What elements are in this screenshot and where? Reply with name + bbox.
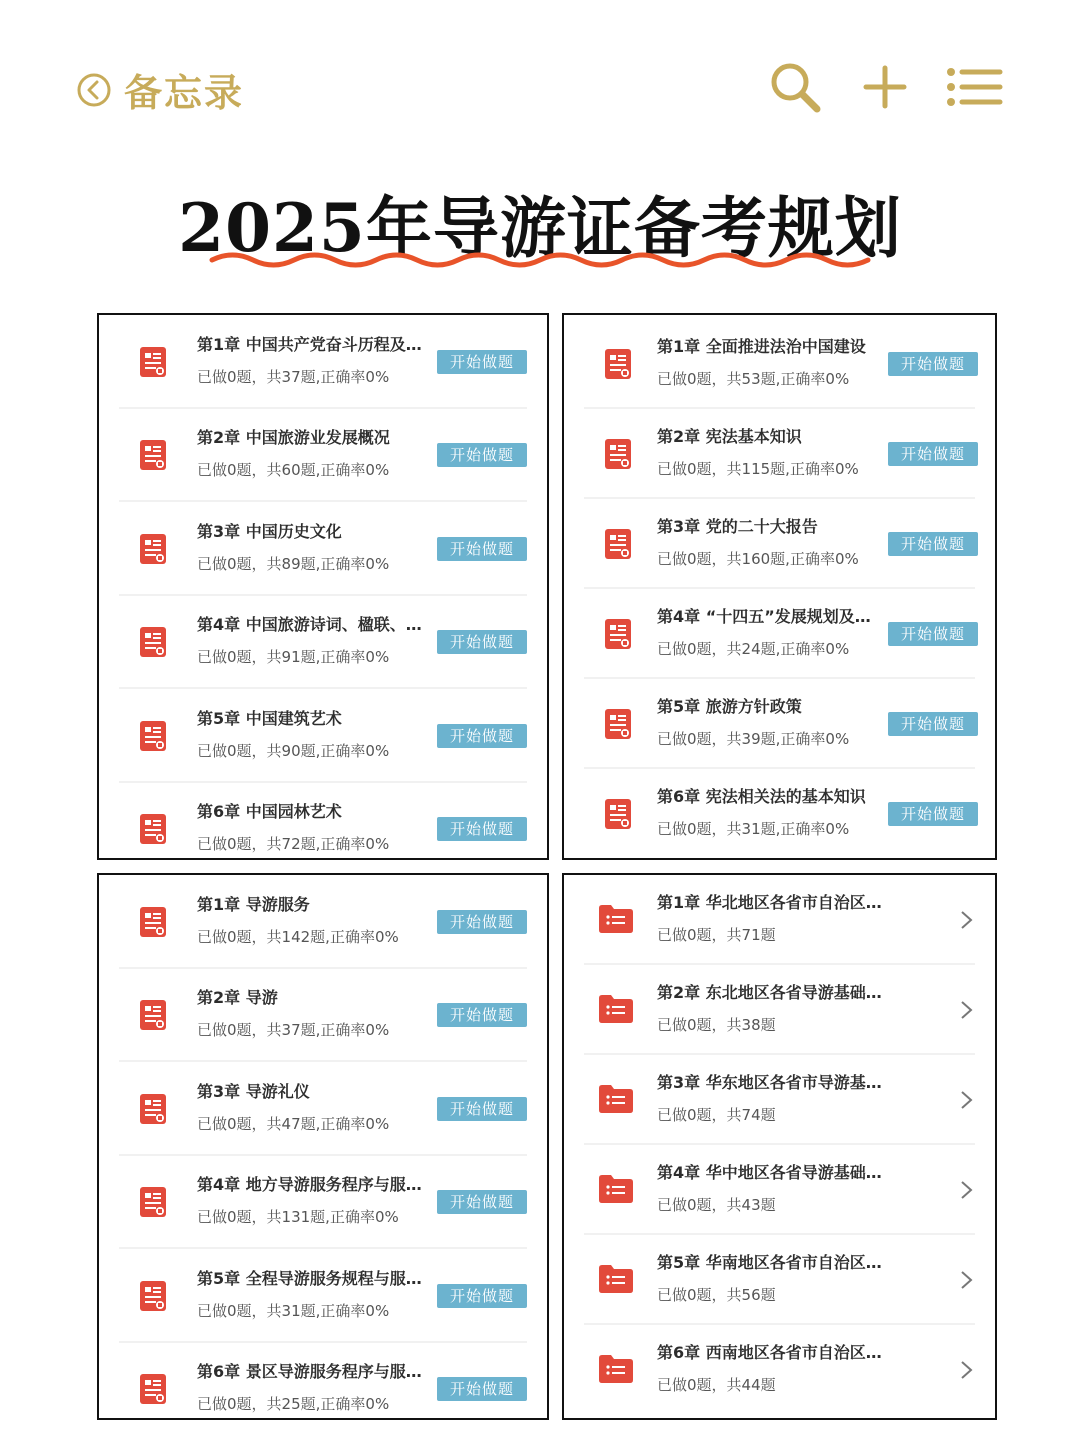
plus-icon[interactable]	[862, 60, 908, 116]
chapter-title: 第3章 华东地区各省市导游基…	[657, 1073, 882, 1092]
chapter-title: 第4章 华中地区各省导游基础…	[657, 1163, 882, 1182]
list-item	[564, 319, 995, 409]
list-item	[99, 1249, 547, 1343]
chapter-title: 第1章 华北地区各省市自治区…	[657, 893, 882, 912]
document-icon	[604, 348, 632, 384]
chapter-title: 第2章 东北地区各省导游基础…	[657, 983, 882, 1002]
list-item	[99, 409, 547, 503]
chapter-title: 第1章 中国共产党奋斗历程及…	[197, 334, 422, 354]
start-practice-button[interactable]: 开始做题	[437, 537, 527, 561]
chapter-title: 第6章 宪法相关法的基本知识	[657, 787, 866, 806]
folder-list-icon	[598, 994, 634, 1028]
folder-list-icon	[598, 1084, 634, 1118]
list-item[interactable]	[564, 875, 995, 965]
chapter-title: 第4章 地方导游服务程序与服…	[197, 1175, 422, 1195]
list-item	[99, 315, 547, 409]
chapter-title: 第3章 中国历史文化	[197, 521, 342, 541]
list-item[interactable]	[564, 1325, 995, 1415]
chevron-right-icon[interactable]	[959, 1089, 975, 1115]
list-item	[99, 875, 547, 969]
chapter-progress: 已做0题，共90题,正确率0%	[197, 741, 390, 760]
chapter-progress: 已做0题，共53题,正确率0%	[657, 370, 850, 388]
chapter-title: 第3章 党的二十大报告	[657, 517, 818, 536]
chapter-title: 第1章 导游服务	[197, 894, 310, 914]
start-practice-button[interactable]: 开始做题	[437, 1377, 527, 1401]
chapter-title: 第5章 旅游方针政策	[657, 697, 802, 716]
folder-list-icon	[598, 904, 634, 938]
list-item	[564, 769, 995, 859]
chapter-progress: 已做0题，共71题	[657, 926, 776, 944]
document-icon	[604, 798, 632, 834]
list-item	[99, 1156, 547, 1250]
folder-list-icon	[598, 1174, 634, 1208]
chapter-progress: 已做0题，共39题,正确率0%	[657, 730, 850, 748]
document-icon	[139, 1280, 167, 1316]
list-menu-icon[interactable]	[944, 60, 1004, 116]
list-item[interactable]	[564, 1055, 995, 1145]
back-label: 备忘录	[124, 71, 245, 115]
panel-regional-basics	[562, 873, 997, 1420]
document-icon	[139, 999, 167, 1035]
start-practice-button[interactable]: 开始做题	[888, 442, 978, 466]
chapter-progress: 已做0题，共60题,正确率0%	[197, 461, 390, 480]
start-practice-button[interactable]: 开始做题	[437, 443, 527, 467]
chapter-progress: 已做0题，共131题,正确率0%	[197, 1208, 399, 1227]
document-icon	[604, 708, 632, 744]
chapter-progress: 已做0题，共47题,正确率0%	[197, 1114, 390, 1133]
panel-policy-law	[562, 313, 997, 860]
document-icon	[139, 1373, 167, 1409]
list-item	[99, 969, 547, 1063]
list-item	[99, 1062, 547, 1156]
list-item	[564, 499, 995, 589]
chapter-progress: 已做0题，共24题,正确率0%	[657, 640, 850, 658]
chapter-title: 第5章 全程导游服务规程与服…	[197, 1268, 422, 1288]
start-practice-button[interactable]: 开始做题	[437, 817, 527, 841]
chapter-progress: 已做0题，共56题	[657, 1286, 776, 1304]
start-practice-button[interactable]: 开始做题	[437, 1284, 527, 1308]
list-item	[99, 596, 547, 690]
start-practice-button[interactable]: 开始做题	[437, 1003, 527, 1027]
chevron-right-icon[interactable]	[959, 909, 975, 935]
chapter-progress: 已做0题，共37题,正确率0%	[197, 1021, 390, 1040]
chapter-title: 第2章 中国旅游业发展概况	[197, 428, 390, 448]
document-icon	[604, 618, 632, 654]
chapter-title: 第2章 导游	[197, 988, 278, 1008]
document-icon	[139, 813, 167, 849]
document-icon	[139, 439, 167, 475]
start-practice-button[interactable]: 开始做题	[437, 724, 527, 748]
chapter-progress: 已做0题，共91题,正确率0%	[197, 648, 390, 667]
page-title: 2025年导游证备考规划	[178, 189, 902, 267]
document-icon	[139, 1093, 167, 1129]
document-icon	[139, 1186, 167, 1222]
wavy-underline-icon	[208, 248, 872, 272]
chevron-right-icon[interactable]	[959, 999, 975, 1025]
start-practice-button[interactable]: 开始做题	[888, 532, 978, 556]
chapter-progress: 已做0题，共160题,正确率0%	[657, 550, 859, 568]
start-practice-button[interactable]: 开始做题	[888, 712, 978, 736]
chapter-progress: 已做0题，共31题,正确率0%	[197, 1301, 390, 1320]
chevron-right-icon[interactable]	[959, 1359, 975, 1385]
start-practice-button[interactable]: 开始做题	[437, 630, 527, 654]
chapter-progress: 已做0题，共31题,正确率0%	[657, 820, 850, 838]
chapter-title: 第6章 中国园林艺术	[197, 802, 342, 822]
chevron-right-icon[interactable]	[959, 1179, 975, 1205]
chapter-progress: 已做0题，共38题	[657, 1016, 776, 1034]
document-icon	[604, 438, 632, 474]
chapter-progress: 已做0题，共37题,正确率0%	[197, 367, 390, 386]
chapter-title: 第5章 华南地区各省市自治区…	[657, 1253, 882, 1272]
chapter-title: 第6章 西南地区各省市自治区…	[657, 1343, 882, 1362]
list-item[interactable]	[564, 1235, 995, 1325]
start-practice-button[interactable]: 开始做题	[437, 1190, 527, 1214]
panel-tour-basics	[97, 313, 549, 860]
start-practice-button[interactable]: 开始做题	[888, 622, 978, 646]
folder-list-icon	[598, 1264, 634, 1298]
document-icon	[139, 720, 167, 756]
back-button[interactable]	[76, 62, 244, 117]
document-icon	[139, 346, 167, 382]
document-icon	[604, 528, 632, 564]
chapter-title: 第3章 导游礼仪	[197, 1081, 310, 1101]
chapter-progress: 已做0题，共142题,正确率0%	[197, 927, 399, 946]
chapter-progress: 已做0题，共74题	[657, 1106, 776, 1124]
list-item	[99, 1343, 547, 1421]
list-item	[99, 783, 547, 861]
document-icon	[139, 906, 167, 942]
list-item	[99, 502, 547, 596]
chapter-title: 第6章 景区导游服务程序与服…	[197, 1362, 422, 1382]
start-practice-button[interactable]: 开始做题	[888, 352, 978, 376]
list-item	[564, 679, 995, 769]
start-practice-button[interactable]: 开始做题	[437, 1097, 527, 1121]
start-practice-button[interactable]: 开始做题	[888, 802, 978, 826]
folder-list-icon	[598, 1354, 634, 1388]
chapter-title: 第4章 “十四五”发展规划及…	[657, 607, 871, 626]
list-item[interactable]	[564, 965, 995, 1055]
panel-guide-service	[97, 873, 549, 1420]
chapter-title: 第5章 中国建筑艺术	[197, 708, 342, 728]
chapter-title: 第2章 宪法基本知识	[657, 427, 802, 446]
document-icon	[139, 533, 167, 569]
chapter-progress: 已做0题，共44题	[657, 1376, 776, 1394]
start-practice-button[interactable]: 开始做题	[437, 350, 527, 374]
chapter-progress: 已做0题，共89题,正确率0%	[197, 554, 390, 573]
list-item	[564, 589, 995, 679]
chapter-progress: 已做0题，共72题,正确率0%	[197, 835, 390, 854]
list-item	[99, 689, 547, 783]
chapter-title: 第1章 全面推进法治中国建设	[657, 337, 866, 356]
chevron-right-icon[interactable]	[959, 1269, 975, 1295]
chapter-title: 第4章 中国旅游诗词、楹联、…	[197, 615, 422, 635]
list-item[interactable]	[564, 1145, 995, 1235]
chapter-progress: 已做0题，共25题,正确率0%	[197, 1395, 390, 1414]
chapter-progress: 已做0题，共43题	[657, 1196, 776, 1214]
chapter-progress: 已做0题，共115题,正确率0%	[657, 460, 859, 478]
start-practice-button[interactable]: 开始做题	[437, 910, 527, 934]
list-item	[564, 409, 995, 499]
search-icon[interactable]	[768, 60, 824, 116]
top-bar	[0, 0, 1080, 170]
back-circle-icon	[76, 72, 112, 108]
document-icon	[139, 626, 167, 662]
